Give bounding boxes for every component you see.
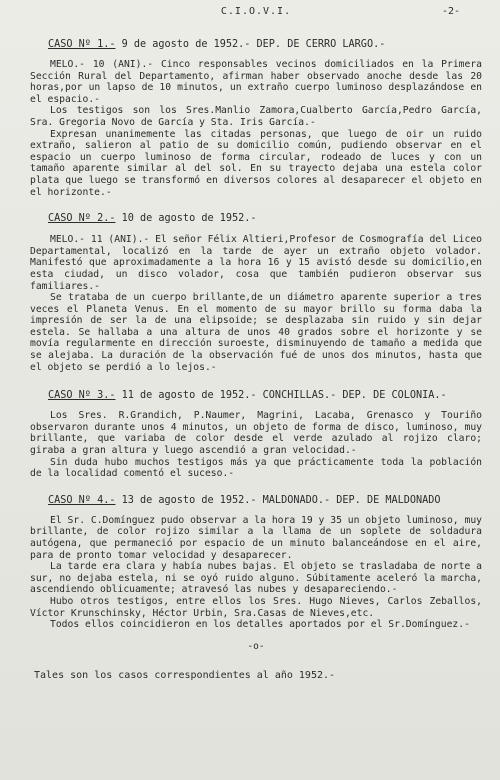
page-number: -2- [441,6,460,17]
case-1-paragraph: Expresan unanimemente las citadas personas, que luego de oir un ruido extraño, salieron al patio de su domicilio común, pudiendo observar en el espacio un cuerpo luminoso de forma circular, rodeado de luces y con un tamaño aparente similar al del sol. En su trayecto dejaba una estela color plata que luego se transformó en diversos colores al desaparecer el objeto en el horizonte.- [30,128,482,198]
case-3-label: CASO Nº 3.- [48,390,116,402]
org-name: C.I.O.V.I. [220,6,292,17]
case-3-paragraph: Los Sres. R.Grandich, P.Naumer, Magrini, Lacaba, Grenasco y Touriño observaron durante unos 4 minutos, un objeto de forma de disco, luminoso, muy brillante, que variaba de color desde el verde azulado al rojizo claro; giraba a gran altura y luego ascendió a gran velocidad.- [30,410,482,457]
case-2-paragraph: Se trataba de un cuerpo brillante,de un diámetro aparente superior a tres veces el Planeta Venus. En el momento de su mayor brillo su forma daba la impresión de ser la de una elipsoide; se desplazaba sin ruido y sin dejar estela. Se hallaba a una altura de unos 40 grados sobre el horizonte y se movía regularmente en dirección suroeste, disminuyendo de tamaño a medida que se alejaba. La duración de la observación fué de unos dos minutos, hasta que el objeto se perdió a lo lejos.- [30,292,482,373]
case-1-date: 9 de agosto de 1952.- DEP. DE CERRO LARGO.- [115,39,386,50]
case-3 [30,389,482,480]
case-2-paragraph: MELO.- 11 (ANI).- El señor Félix Altieri,Profesor de Cosmografía del Liceo Departamental, localizó en la tarde de ayer un extraño objeto volador. Manifestó que aproximadamente a la hora 16 y 15 avistó desde su domicilio,en esta ciudad, un disco volador, cosa que también pudieron observar sus familiares.- [30,234,482,292]
case-4 [30,494,482,631]
case-3-paragraph: Sin duda hubo muchos testigos más ya que prácticamente toda la población de la localidad comentó el suceso.- [30,456,482,480]
case-1-label: CASO Nº 1.- [48,39,116,50]
closing-line: Tales son los casos correspondientes al año 1952.- [34,669,336,681]
case-1 [30,38,482,198]
case-2-date: 10 de agosto de 1952.- [115,213,257,225]
case-4-title [48,494,482,507]
case-1-title [48,38,482,51]
case-3-title [48,389,482,402]
case-3-date: 11 de agosto de 1952.- CONCHILLAS.- DEP. DE COLONIA.- [115,390,447,402]
case-4-paragraph: Todos ellos coincidieron en los detalles aportados por el Sr.Domínguez.- [50,619,470,631]
case-1-paragraph: MELO.- 10 (ANI).- Cinco responsables vecinos domiciliados en la Primera Sección Rural del Departamento, afirman haber observado anoche desde las 20 horas,por un lapso de 10 minutos, un extraño cuerpo luminoso desplazándose en el espacio.- [30,59,482,105]
case-2-title [48,212,482,225]
page-header [30,4,482,20]
section-separator: -o- [247,640,265,652]
case-1-paragraph: Los testigos son los Sres.Manlio Zamora,Cualberto García,Pedro García, Sra. Gregoria Novo de García y Sta. Iris García.- [30,105,482,128]
case-4-date: 13 de agosto de 1952.- MALDONADO.- DEP. DE MALDONADO [115,494,441,506]
case-2 [30,212,482,373]
case-4-paragraph: El Sr. C.Domínguez pudo observar a la hora 19 y 35 un objeto luminoso, muy brillante, de color rojizo similar a la llama de un soplete de soldadura autógena, que permaneció por espacio de un minuto balanceándose en el aire, para de pronto tomar velocidad y desaparecer. [30,514,482,561]
case-4-label: CASO Nº 4.- [48,494,116,506]
case-2-label: CASO Nº 2.- [48,213,116,225]
case-4-paragraph: La tarde era clara y había nubes bajas. El objeto se trasladaba de norte a sur, no dejaba estela, ni se oyó ruido alguno. Súbitamente aceleró la marcha, ascendiendo oblicuamente; atravesó las nubes y desapareciendo.- [30,561,482,596]
case-4-paragraph: Hubo otros testigos, entre ellos los Sres. Hugo Nieves, Carlos Zeballos, Víctor Krunschinsky, Héctor Urbin, Sra.Casas de Nieves,etc. [30,595,482,619]
